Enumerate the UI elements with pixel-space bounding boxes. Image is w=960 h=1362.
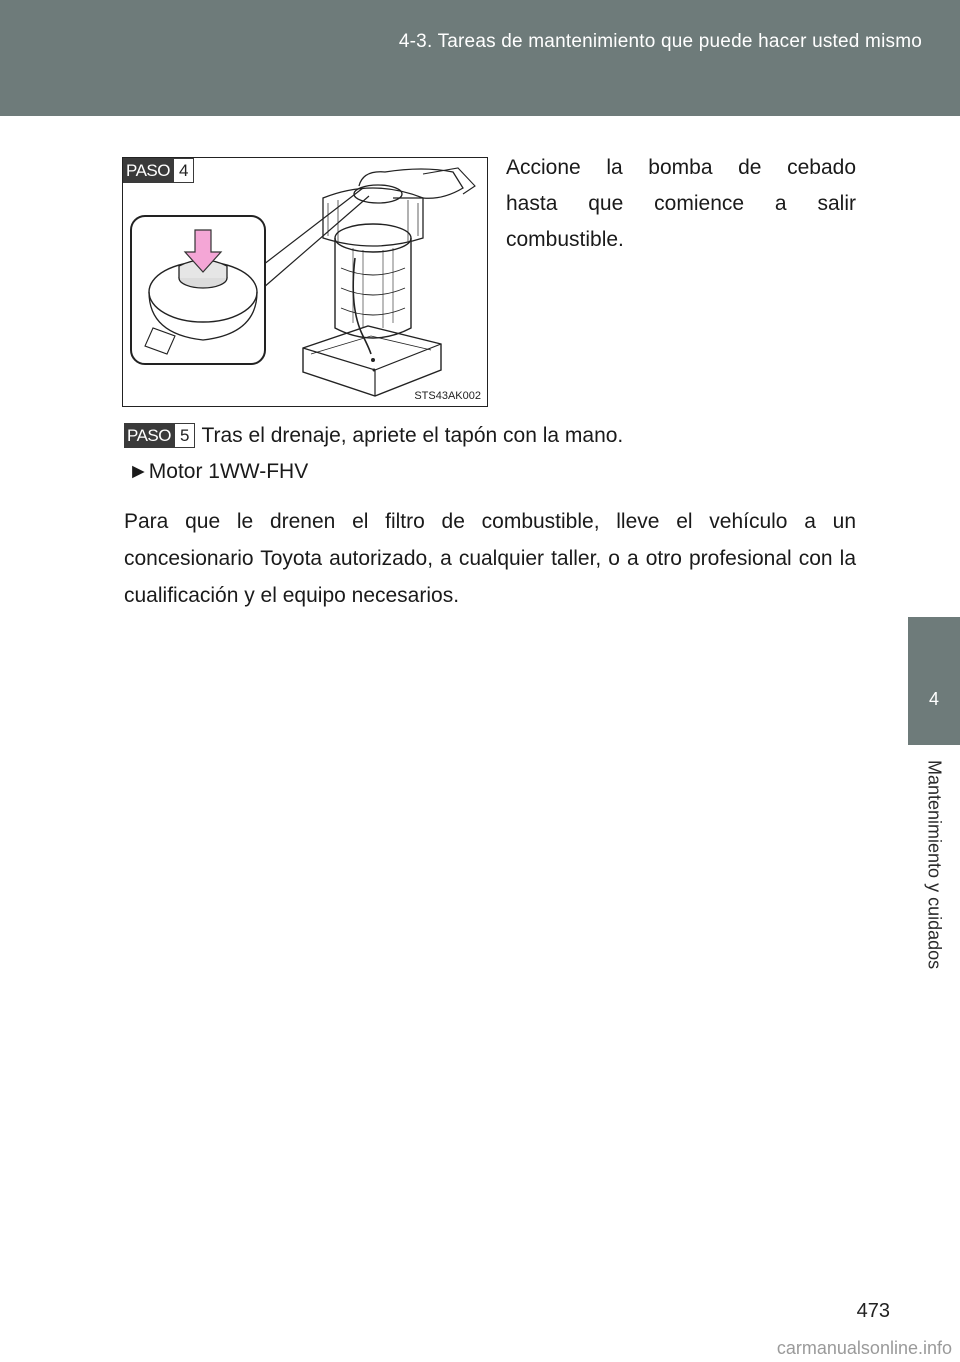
chapter-title: Mantenimiento y cuidados	[924, 760, 945, 970]
step-4-badge	[123, 158, 194, 183]
step-number: 5	[174, 423, 195, 448]
step-5-text: Tras el drenaje, apriete el tapón con la mano.	[201, 423, 624, 447]
page-number: 473	[856, 1300, 890, 1322]
watermark: carmanualsonline.info	[776, 1338, 952, 1358]
page-header	[0, 0, 960, 116]
chapter-tab	[908, 617, 960, 745]
step-label: PASO	[123, 158, 173, 183]
fuel-filter-drawing	[123, 158, 487, 406]
engine-variant-heading: ►Motor 1WW-FHV	[128, 460, 309, 483]
chapter-number: 4	[928, 689, 939, 709]
step-4-line-2: hasta que comience a salir	[506, 192, 856, 215]
body-paragraph: Para que le drenen el filtro de combustible, lleve el vehículo a un concesionario Toyota autorizado, a cualquier taller, o a otro profesional con la cualificación y el equipo necesarios.	[124, 510, 856, 607]
step-4-instruction	[506, 150, 856, 258]
step-5-badge	[124, 423, 195, 448]
step-4-line-3: combustible.	[506, 228, 624, 251]
illustration-fuel-filter	[122, 157, 488, 407]
figure-code: STS43AK002	[414, 390, 481, 402]
section-title: 4-3. Tareas de mantenimiento que puede hacer usted mismo	[398, 31, 922, 52]
step-label: PASO	[124, 423, 174, 448]
step-number: 4	[173, 158, 194, 183]
step-4-line-1: Accione la bomba de cebado	[506, 156, 856, 179]
step-5	[124, 423, 623, 448]
